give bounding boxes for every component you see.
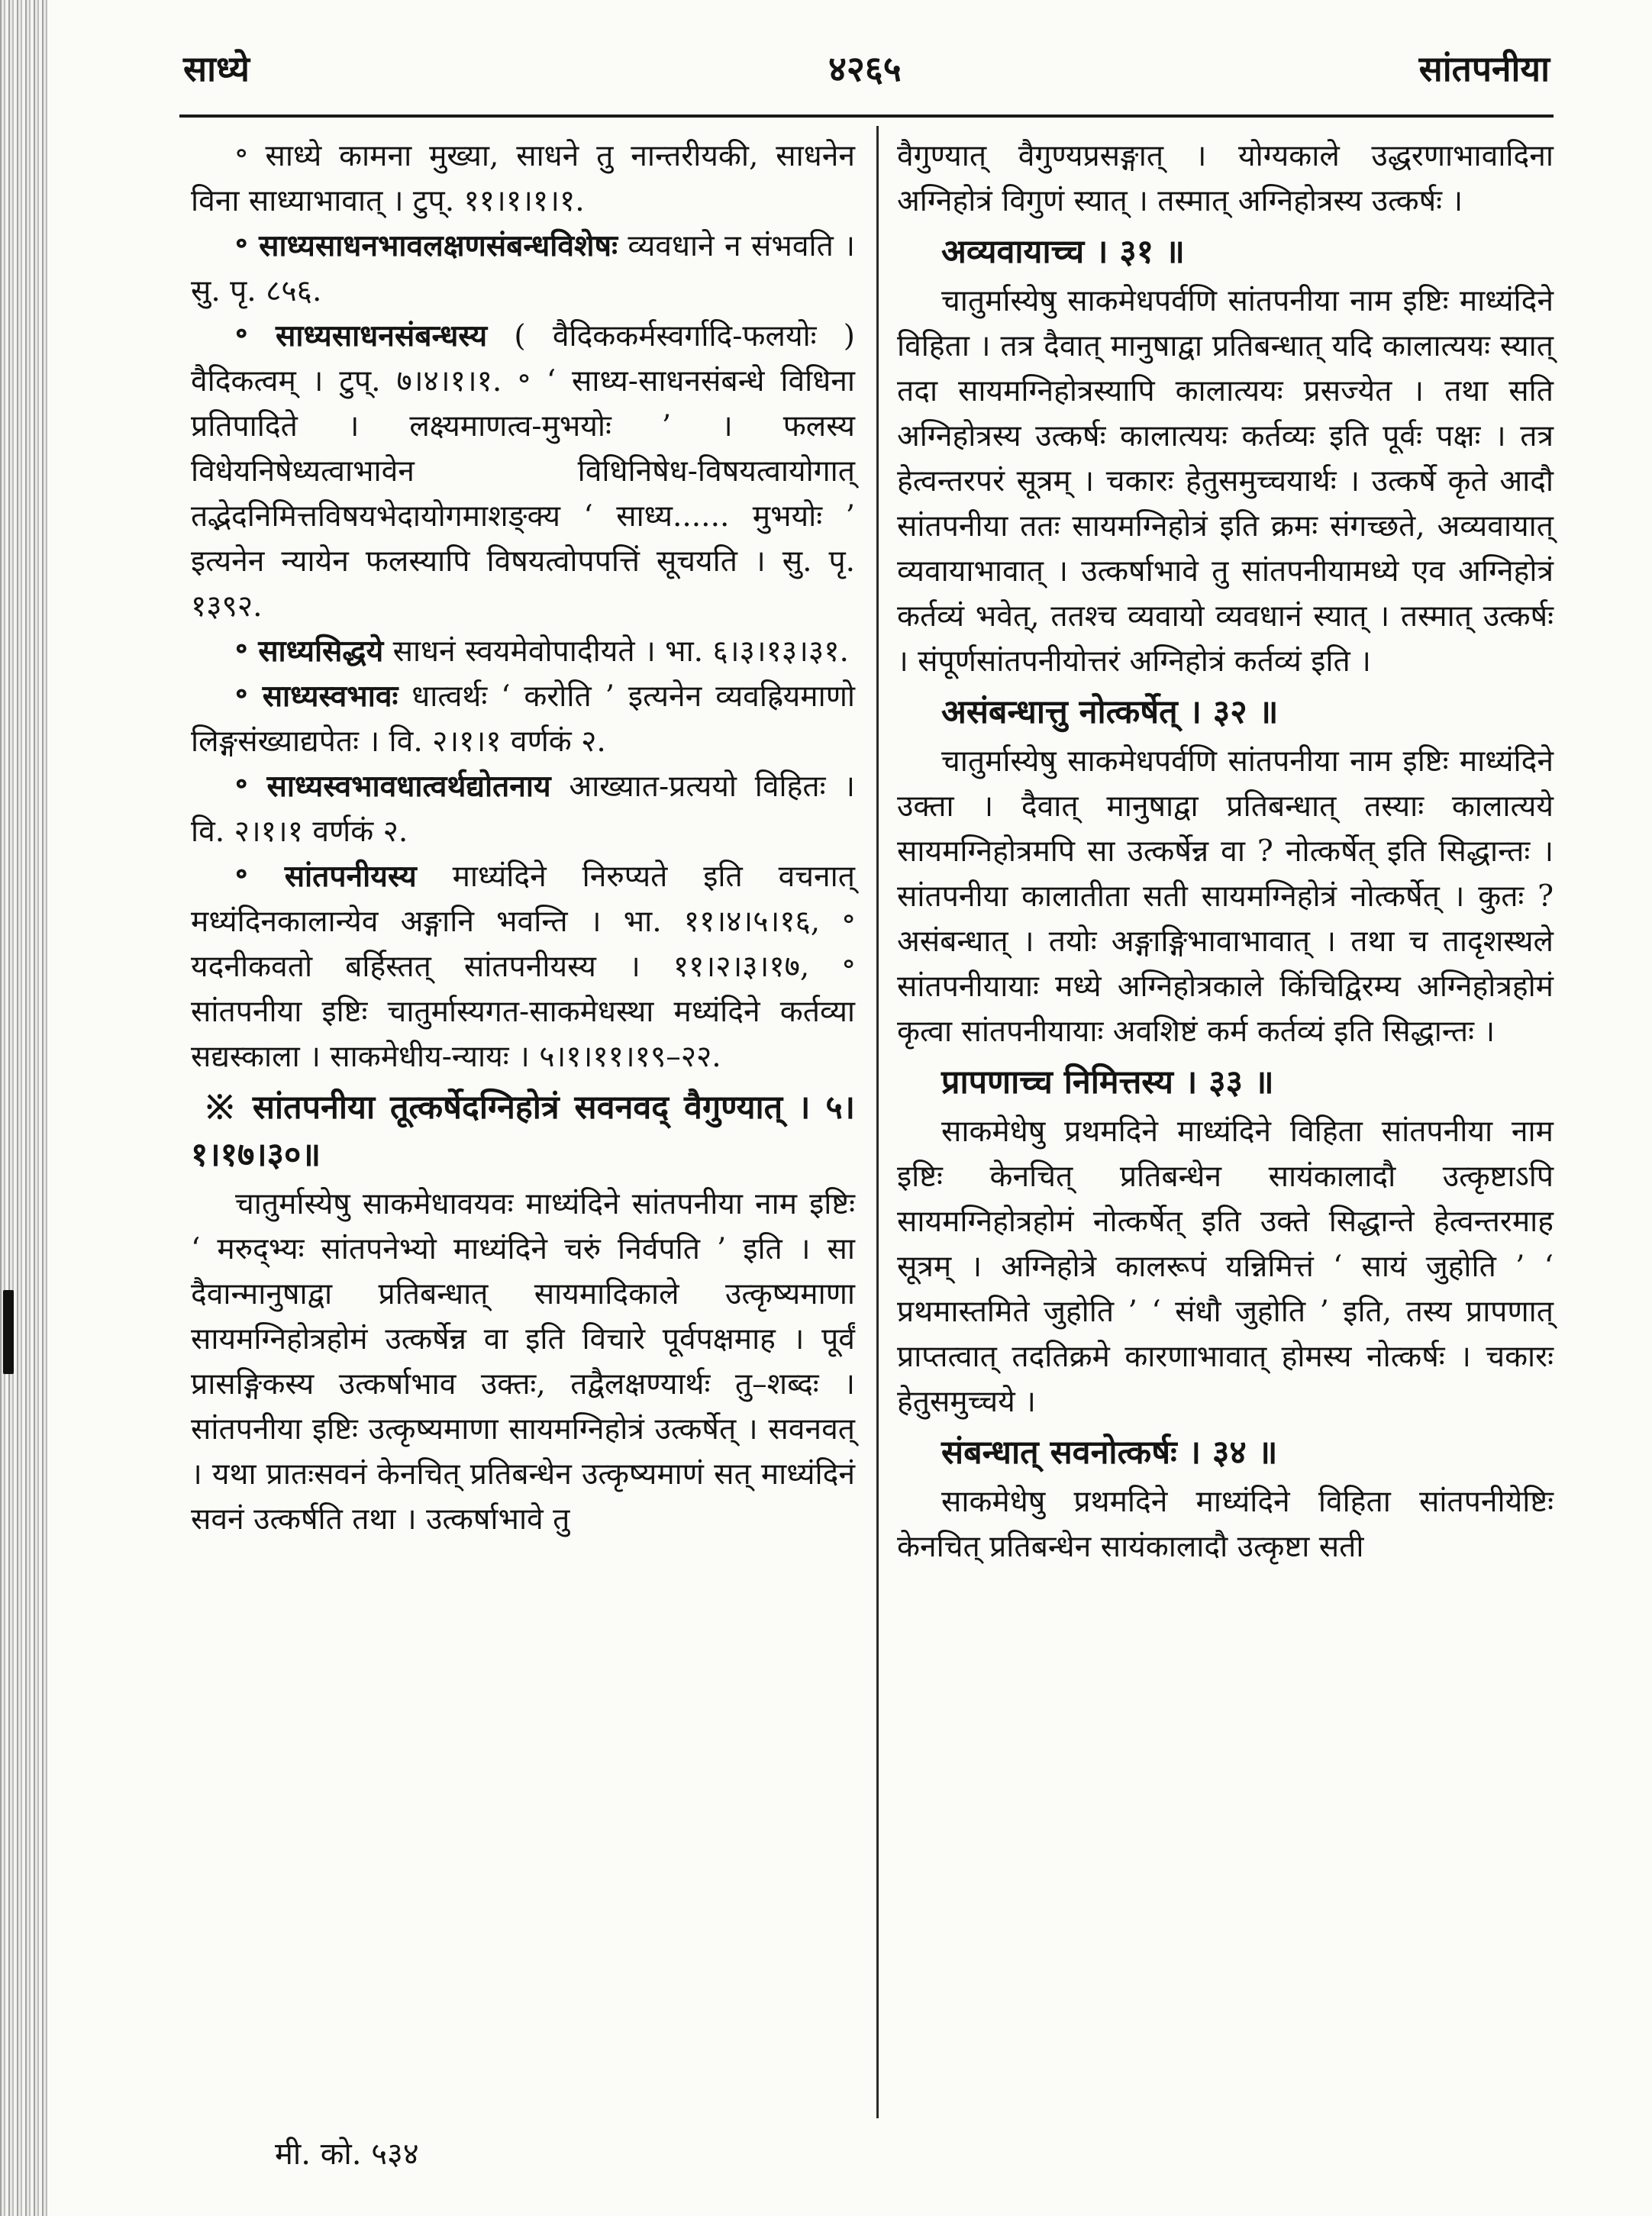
page-header	[183, 44, 1550, 105]
sutra-heading: असंबन्धात्तु नोत्कर्षेत् । ३२ ॥	[941, 693, 1279, 731]
sutra-heading: ※ सांतपनीया तूत्कर्षेदग्निहोत्रं सवनवद् वैगुण्यात् । ५।१।१७।३०॥	[191, 1089, 855, 1174]
page-footer-signature: मी. को. ५३४	[275, 2137, 419, 2172]
sutra-heading: संबन्धात् सवनोत्कर्षः । ३४ ॥	[941, 1434, 1278, 1472]
sutra-heading: प्रापणाच्च निमित्तस्य । ३३ ॥	[941, 1063, 1274, 1102]
header-right-guideword: सांतपनीया	[1418, 48, 1550, 89]
left-column	[191, 134, 855, 1542]
binding-mark	[3, 1290, 14, 1374]
commentary-paragraph: साकमेधेषु प्रथमदिने माध्यंदिने विहिता सांतपनीयेष्टिः केनचित् प्रतिबन्धेन सायंकालादौ उत्कृष्टा सती	[897, 1485, 1554, 1564]
commentary-paragraph: चातुर्मास्येषु साकमेधावयवः माध्यंदिने सांतपनीया नाम इष्टिः ‘ मरुद्भ्यः सांतपनेभ्यो माध्यंदिने चरुं निर्वपति ’ इति । सा दैवान्मानुषाद्वा प्रतिबन्धात् सायमादिकाले उत्कृष्यमाणा सायमग्निहोत्रहोमं उत्कर्षेन्न वा इति विचारे पूर्वपक्षमाह । पूर्वं प्रासङ्गिकस्य उत्कर्षाभाव उक्तः, तद्वैलक्षण्यार्थः तु–शब्दः । सांतपनीया इष्टिः उत्कृष्यमाणा सायमग्निहोत्रं उत्कर्षेत् । सवनवत् । यथा प्रातःसवनं केनचित् प्रतिबन्धेन उत्कृष्यमाणं सत् माध्यंदिनं सवनं उत्कर्षति तथा । उत्कर्षाभावे तु	[191, 1187, 855, 1537]
right-column	[897, 134, 1554, 1569]
page-number: ४२६५	[828, 48, 902, 89]
commentary-paragraph: वैगुण्यात् वैगुण्यप्रसङ्गात् । योग्यकाले उद्धरणाभावादिना अग्निहोत्रं विगुणं स्यात् । तस्मात् अग्निहोत्रस्य उत्कर्षः ।	[897, 139, 1554, 218]
commentary-paragraph: चातुर्मास्येषु साकमेधपर्वणि सांतपनीया नाम इष्टिः माध्यंदिने उक्ता । दैवात् मानुषाद्वा प्रतिबन्धात् तस्याः कालात्यये सायमग्निहोत्रमपि सा उत्कर्षेन्न वा ? नोत्कर्षेत् इति सिद्धान्तः । सांतपनीया कालातीता सती सायमग्निहोत्रं नोत्कर्षेत् । कुतः ? असंबन्धात् । तयोः अङ्गाङ्गिभावाभावात् । तथा च तादृशस्थले सांतपनीयायाः मध्ये अग्निहोत्रकाले किंचिद्विरम्य अग्निहोत्रहोमं कृत्वा सांतपनीयायाः अवशिष्टं कर्म कर्तव्यं इति सिद्धान्तः ।	[897, 744, 1554, 1049]
entry-paragraph: ॰ साध्यसाधनसंबन्धस्य ( वैदिककर्मस्वर्गादि-फलयोः ) वैदिकत्वम् । टुप्. ७।४।१।१. ॰ ‘ साध्य-साधनसंबन्धे विधिना प्रतिपादिते । लक्ष्यमाणत्व-मुभयोः ’ । फलस्य विधेयनिषेध्यत्वाभावेन विधिनिषेध-विषयत्वायोगात् तद्भेदनिमित्तविषयभेदायोगमाशङ्क्य ‘ साध्य...... मुभयोः ’ इत्यनेन न्यायेन फलस्यापि विषयत्वोपपत्तिं सूचयति । सु. पृ. १३९२.	[191, 318, 856, 624]
commentary-paragraph: साकमेधेषु प्रथमदिने माध्यंदिने विहिता सांतपनीया नाम इष्टिः केनचित् प्रतिबन्धेन सायंकालादौ उत्कृष्टाऽपि सायमग्निहोत्रहोमं नोत्कर्षेत् इति उक्ते सिद्धान्ते हेत्वन्तरमाह सूत्रम् । अग्निहोत्रे कालरूपं यन्निमित्तं ‘ सायं जुहोति ’ ‘ प्रथमास्तमिते जुहोति ’ ‘ संधौ जुहोति ’ इति, तस्य प्रापणात् प्राप्तत्वात् तदतिक्रमे कारणाभावात् होमस्य नोत्कर्षः । चकारः हेतुसमुच्चये ।	[897, 1114, 1554, 1419]
entry-paragraph: ॰ सांतपनीयस्य माध्यंदिने निरुप्यते इति वचनात् मध्यंदिनकालान्येव अङ्गानि भवन्ति । भा. ११।४।५।१६, ॰ यदनीकवतो बर्हिस्तत् सांतपनीयस्य । ११।२।३।१७, ॰ सांतपनीया इष्टिः चातुर्मास्यगत-साकमेधस्था मध्यंदिने कर्तव्या सद्यस्काला । साकमेधीय-न्यायः । ५।१।११।१९–२२.	[191, 859, 856, 1074]
column-divider	[876, 126, 879, 2118]
entry-paragraph: ॰ साध्यस्वभावः धात्वर्थः ‘ करोति ’ इत्यनेन व्यवह्रियमाणो लिङ्गसंख्याद्यपेतः । वि. २।१।१ वर्णकं २.	[191, 679, 855, 759]
scanned-page-edge	[0, 0, 47, 2216]
header-rule	[179, 115, 1554, 118]
commentary-paragraph: चातुर्मास्येषु साकमेधपर्वणि सांतपनीया नाम इष्टिः माध्यंदिने विहिता । तत्र दैवात् मानुषाद्वा प्रतिबन्धात् यदि कालात्ययः स्यात् तदा सायमग्निहोत्रस्यापि कालात्ययः प्रसज्येत । तथा सति अग्निहोत्रस्य उत्कर्षः कालात्ययः कर्तव्यः इति पूर्वः पक्षः । तत्र हेत्वन्तरपरं सूत्रम् । चकारः हेतुसमुच्चयार्थः । उत्कर्षे कृते आदौ सांतपनीया ततः सायमग्निहोत्रं इति क्रमः संगच्छते, अव्यवायात् व्यवायाभावात् । उत्कर्षाभावे तु सांतपनीयामध्ये एव अग्निहोत्रं कर्तव्यं भवेत्, ततश्च व्यवायो व्यवधानं स्यात् । तस्मात् उत्कर्षः । संपूर्णसांतपनीयोत्तरं अग्निहोत्रं कर्तव्यं इति ।	[897, 284, 1554, 679]
entry-paragraph: ॰ साध्यस्वभावधात्वर्थद्योतनाय आख्यात-प्रत्ययो विहितः । वि. २।१।१ वर्णकं २.	[191, 769, 855, 849]
entry-paragraph: ॰ साध्यसाधनभावलक्षणसंबन्धविशेषः व्यवधाने न संभवति । सु. पृ. ८५६.	[191, 228, 855, 308]
entry-paragraph: ॰ साध्यसिद्धये साधनं स्वयमेवोपादीयते । भा. ६।३।१३।३१.	[235, 634, 849, 669]
sutra-heading: अव्यवायाच्च । ३१ ॥	[941, 233, 1185, 271]
header-left-guideword: साध्ये	[183, 48, 250, 89]
entry-paragraph: ॰ साध्ये कामना मुख्या, साधने तु नान्तरीयकी, साधनेन विना साध्याभावात् । टुप्. ११।१।१।१.	[191, 139, 855, 218]
